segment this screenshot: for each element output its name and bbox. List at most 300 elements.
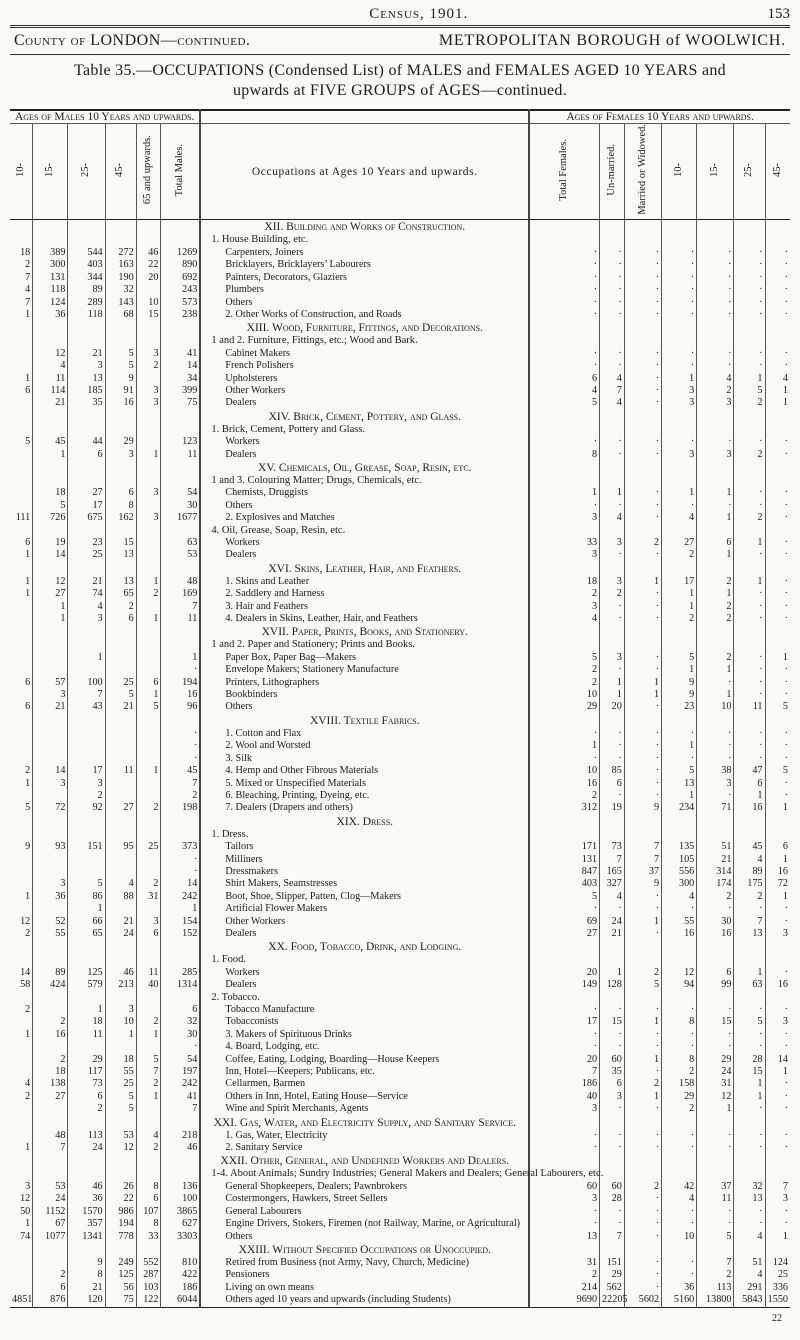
female-count-cell: 1	[765, 854, 790, 866]
male-count-cell: 7	[25, 271, 31, 283]
male-count-cell	[105, 778, 136, 790]
male-count-cell: 10	[136, 297, 161, 309]
male-count-cell: 46	[105, 967, 136, 979]
male-count-cell: 2	[25, 765, 31, 777]
total-females-cell: 13	[529, 1231, 599, 1243]
male-count-cell	[136, 790, 161, 802]
total-males-cell: 34	[161, 373, 200, 385]
female-count-cell: ·	[765, 613, 790, 625]
table-row	[10, 1078, 790, 1090]
total-males-cell: 3303	[161, 1231, 200, 1243]
male-count-cell: 122	[136, 1294, 161, 1307]
male-count-cell: 2	[33, 1269, 68, 1281]
total-females-cell: 171	[529, 841, 599, 853]
total-males-cell: 30	[161, 500, 200, 512]
male-count-cell	[136, 778, 161, 790]
occupation-label: 4. Hemp and Other Fibrous Materials	[225, 765, 379, 777]
female-count-cell: ·	[662, 297, 697, 309]
unmarried-cell: 73	[600, 841, 625, 853]
married-cell: ·	[624, 701, 661, 713]
table-row	[10, 1142, 790, 1154]
male-count-cell	[10, 397, 33, 409]
female-count-cell: ·	[662, 284, 697, 296]
male-count-cell: 11	[105, 765, 136, 777]
married-cell: ·	[624, 903, 661, 915]
occupation-label: Workers	[225, 537, 260, 548]
female-count-cell: ·	[765, 1103, 790, 1115]
total-females-cell: 2	[529, 1269, 599, 1281]
total-females-cell: 1	[529, 487, 599, 499]
female-count-cell: 11	[697, 1193, 734, 1205]
male-age-25-header: 25-	[80, 162, 92, 177]
female-count-cell: 13800	[697, 1294, 734, 1307]
female-count-cell: 135	[662, 841, 697, 853]
married-cell: 7	[624, 841, 661, 853]
male-count-cell	[10, 1269, 33, 1281]
female-count-cell: 1	[765, 652, 790, 664]
unmarried-cell: 562	[600, 1282, 625, 1294]
male-count-cell	[136, 740, 161, 752]
female-count-cell: ·	[734, 1206, 765, 1218]
total-males-cell: ·	[161, 740, 200, 752]
occupation-label: Dealers	[225, 549, 257, 561]
male-count-cell	[105, 790, 136, 802]
female-count-cell: ·	[734, 259, 765, 271]
female-count-cell: 71	[697, 802, 734, 814]
female-count-cell: ·	[662, 1041, 697, 1053]
female-count-cell: 3	[765, 1193, 790, 1205]
female-count-cell: 1	[697, 549, 734, 561]
table-row	[10, 753, 790, 765]
male-count-cell: 18	[68, 1016, 105, 1028]
male-count-cell: 24	[105, 928, 136, 940]
female-count-cell: ·	[697, 272, 734, 284]
female-count-cell: ·	[697, 753, 734, 765]
total-males-cell: ·	[161, 854, 200, 866]
male-count-cell	[105, 854, 136, 866]
male-count-cell: 46	[136, 247, 161, 259]
total-males-cell: 422	[161, 1269, 200, 1281]
male-count-cell: 5	[136, 701, 161, 713]
male-count-cell: 21	[33, 397, 68, 409]
married-cell: ·	[624, 247, 661, 259]
female-count-cell: 5	[734, 1016, 765, 1028]
total-males-cell: 96	[161, 701, 200, 713]
female-count-cell: ·	[734, 348, 765, 360]
male-count-cell	[33, 652, 68, 664]
total-males-cell: 238	[161, 309, 200, 321]
occupation-label: Bookbinders	[225, 689, 278, 701]
section-heading: XVI. Skins, Leather, Hair, and Feathers.	[268, 562, 462, 575]
table-title-line1: Table 35.—OCCUPATIONS (Condensed List) of MALES and FEMALES AGED 10 YEARS and	[74, 62, 726, 79]
female-count-cell: 2	[697, 652, 734, 664]
female-count-cell: ·	[765, 500, 790, 512]
female-count-cell: ·	[662, 436, 697, 448]
male-count-cell: 5	[105, 348, 136, 360]
section-heading-row	[10, 461, 790, 475]
male-count-cell: 21	[68, 576, 105, 588]
total-males-cell: 54	[161, 487, 200, 499]
male-count-cell	[105, 740, 136, 752]
total-females-cell: 8	[529, 449, 599, 461]
male-count-cell: 100	[68, 677, 105, 689]
male-count-cell: 4	[105, 878, 136, 890]
male-count-cell: 14	[20, 966, 31, 978]
section-heading: XVII. Paper, Prints, Books, and Stationery.	[261, 626, 468, 639]
male-count-cell: 876	[33, 1294, 68, 1307]
female-count-cell: 124	[765, 1257, 790, 1269]
male-count-cell: 778	[105, 1231, 136, 1243]
occupation-label: Coffee, Eating, Lodging, Boarding—House Keepers	[225, 1053, 440, 1065]
female-count-cell: 4	[662, 512, 697, 524]
occupation-label: 2. Saddlery and Harness	[225, 588, 325, 600]
total-males-cell: 7	[161, 778, 200, 790]
unmarried-cell: ·	[600, 740, 625, 752]
female-count-cell: 94	[662, 979, 697, 991]
unmarried-cell: ·	[600, 549, 625, 561]
male-count-cell: 3	[68, 360, 105, 372]
female-count-cell: 3	[662, 397, 697, 409]
male-count-cell: 6	[105, 613, 136, 625]
female-count-cell: 300	[662, 878, 697, 890]
female-count-cell: ·	[765, 740, 790, 752]
married-cell: ·	[624, 1218, 661, 1230]
female-count-cell: 2	[734, 449, 765, 461]
male-count-cell: 4851	[12, 1294, 33, 1306]
table-row	[10, 1193, 790, 1205]
male-count-cell: 131	[33, 272, 68, 284]
male-count-cell	[10, 728, 33, 740]
unmarried-cell: 24	[600, 916, 625, 928]
male-count-cell: 55	[105, 1066, 136, 1078]
male-count-cell: 3	[136, 487, 161, 499]
footer-mark: 22	[772, 1312, 782, 1324]
female-count-cell: 9	[662, 689, 697, 701]
male-count-cell: 185	[68, 385, 105, 397]
female-count-cell: 1	[662, 487, 697, 499]
married-cell: ·	[624, 1142, 661, 1154]
male-count-cell	[136, 436, 161, 448]
female-count-cell: 1	[662, 588, 697, 600]
unmarried-cell: ·	[600, 247, 625, 259]
married-cell: 2	[624, 1078, 661, 1090]
male-count-cell	[68, 1041, 105, 1053]
male-count-cell: 289	[68, 297, 105, 309]
female-count-cell: 16	[734, 802, 765, 814]
occupation-label: Other Workers	[225, 915, 286, 927]
male-count-cell: 36	[33, 891, 68, 903]
female-count-cell: ·	[697, 360, 734, 372]
male-count-cell: 15	[105, 537, 136, 549]
male-count-cell: 120	[68, 1294, 105, 1307]
unmarried-cell: ·	[600, 1206, 625, 1218]
male-count-cell: 6	[33, 1282, 68, 1294]
occupation-label: Others	[225, 296, 253, 308]
male-count-cell	[68, 854, 105, 866]
female-count-cell: ·	[697, 309, 734, 321]
total-females-cell: 3	[529, 512, 599, 524]
male-count-cell: 66	[68, 916, 105, 928]
table-row	[10, 928, 790, 940]
male-count-cell: 7	[68, 689, 105, 701]
male-count-cell: 6	[136, 928, 161, 940]
occupation-label: Inn, Hotel—Keepers; Publicans, etc.	[225, 1066, 375, 1078]
male-count-cell	[33, 740, 68, 752]
total-males-cell: 41	[161, 1091, 200, 1103]
married-cell: ·	[624, 1004, 661, 1016]
male-count-cell: 11	[136, 967, 161, 979]
occupation-label: Painters, Decorators, Glaziers	[225, 271, 347, 283]
occupation-label: Plumbers	[225, 284, 264, 296]
female-count-cell: 5	[662, 765, 697, 777]
total-females-cell: 847	[529, 866, 599, 878]
male-count-cell	[136, 753, 161, 765]
married-cell: ·	[624, 500, 661, 512]
occupation-label: Pensioners	[225, 1269, 270, 1281]
female-count-cell: ·	[697, 790, 734, 802]
male-count-cell: 12	[33, 348, 68, 360]
male-count-cell: 1077	[33, 1231, 68, 1243]
total-males-cell: ·	[161, 753, 200, 765]
unmarried-cell: ·	[600, 436, 625, 448]
total-males-cell: 399	[161, 385, 200, 397]
male-count-cell: 190	[105, 272, 136, 284]
table-row	[10, 397, 790, 409]
married-cell: ·	[624, 259, 661, 271]
female-count-cell: ·	[662, 1004, 697, 1016]
male-count-cell: 2	[136, 1078, 161, 1090]
female-count-cell: ·	[765, 449, 790, 461]
male-count-cell: 213	[105, 979, 136, 991]
female-count-cell: 556	[662, 866, 697, 878]
male-count-cell: 6	[105, 487, 136, 499]
male-count-cell: 10	[105, 1016, 136, 1028]
occupation-label: Others	[225, 499, 253, 511]
subsection-row	[10, 1168, 790, 1180]
male-count-cell	[136, 664, 161, 676]
occupation-label: 2. Explosives and Matches	[225, 512, 335, 524]
male-count-cell: 125	[105, 1269, 136, 1281]
total-males-cell: 6044	[161, 1294, 200, 1307]
married-cell: ·	[624, 891, 661, 903]
occupation-label: 1. Cotton and Flax	[225, 727, 302, 739]
table-row	[10, 854, 790, 866]
male-count-cell: 113	[68, 1130, 105, 1142]
female-count-cell: ·	[734, 689, 765, 701]
female-count-cell: ·	[765, 272, 790, 284]
section-heading-row	[10, 220, 790, 235]
male-count-cell: 2	[105, 601, 136, 613]
unmarried-cell: 7	[600, 854, 625, 866]
female-count-cell: 1	[662, 373, 697, 385]
total-females-cell: 60	[529, 1181, 599, 1193]
subsection-label: 1. House Building, etc.	[211, 234, 309, 246]
male-count-cell: 3	[105, 1004, 136, 1016]
total-males-cell: 123	[161, 436, 200, 448]
section-heading-row	[10, 410, 790, 424]
sub-rule	[10, 54, 790, 55]
table-row	[10, 979, 790, 991]
unmarried-cell: 327	[600, 878, 625, 890]
total-females-cell: ·	[529, 903, 599, 915]
male-count-cell: 25	[68, 549, 105, 561]
male-count-cell: 58	[20, 979, 31, 991]
unmarried-cell: ·	[600, 664, 625, 676]
female-count-cell: ·	[765, 753, 790, 765]
table-row	[10, 297, 790, 309]
female-count-cell: ·	[734, 728, 765, 740]
male-count-cell: 9	[25, 841, 31, 853]
unmarried-cell: ·	[600, 1103, 625, 1115]
male-count-cell: 91	[105, 385, 136, 397]
total-females-cell: ·	[529, 1206, 599, 1218]
female-count-cell: 234	[662, 802, 697, 814]
total-males-cell: 30	[161, 1029, 200, 1041]
female-count-cell: ·	[765, 916, 790, 928]
unmarried-cell: 3	[600, 652, 625, 664]
total-females-cell: 5	[529, 891, 599, 903]
male-count-cell: 1	[25, 1142, 31, 1154]
male-count-cell	[10, 790, 33, 802]
total-females-cell: 18	[529, 576, 599, 588]
total-females-cell: 1	[529, 740, 599, 752]
married-cell: ·	[624, 549, 661, 561]
male-count-cell	[10, 487, 33, 499]
subsection-row	[10, 525, 790, 537]
unmarried-cell: ·	[600, 613, 625, 625]
male-count-cell	[10, 1054, 33, 1066]
female-count-cell: ·	[662, 1142, 697, 1154]
female-count-cell: 32	[734, 1181, 765, 1193]
female-count-cell: 4	[734, 854, 765, 866]
occupation-label: Dressmakers	[225, 865, 278, 877]
male-count-cell: 16	[105, 397, 136, 409]
total-males-cell: ·	[161, 664, 200, 676]
female-count-cell: ·	[765, 1091, 790, 1103]
male-count-cell: 389	[33, 247, 68, 259]
married-cell: 1	[624, 1016, 661, 1028]
male-count-cell: 138	[33, 1078, 68, 1090]
occupation-label: Dealers	[225, 927, 257, 939]
male-count-cell: 48	[33, 1130, 68, 1142]
male-count-cell: 14	[33, 549, 68, 561]
female-count-cell: ·	[662, 1257, 697, 1269]
male-count-cell: 124	[33, 297, 68, 309]
married-cell: ·	[624, 588, 661, 600]
male-count-cell: 2	[136, 360, 161, 372]
table-row	[10, 765, 790, 777]
female-count-cell: 1	[734, 576, 765, 588]
table-row	[10, 613, 790, 625]
male-count-cell: 7	[25, 296, 31, 308]
female-count-cell: 30	[697, 916, 734, 928]
total-females-cell: 10	[529, 765, 599, 777]
female-count-cell: 1	[765, 397, 790, 409]
female-count-cell: ·	[697, 348, 734, 360]
unmarried-cell: 3	[600, 576, 625, 588]
male-count-cell: 46	[68, 1181, 105, 1193]
female-count-cell: 16	[765, 979, 790, 991]
occupation-label: 2. Wool and Worsted	[225, 740, 311, 752]
occupation-label: Shirt Makers, Seamstresses	[225, 878, 338, 890]
subsection-label: 4. Oil, Grease, Soap, Resin, etc.	[211, 524, 346, 536]
female-count-cell: 3	[662, 449, 697, 461]
subsection-label: 1 and 2. Paper and Stationery; Prints and Books.	[211, 639, 415, 651]
subsection-row	[10, 234, 790, 246]
married-cell: ·	[624, 348, 661, 360]
unmarried-cell: 35	[600, 1066, 625, 1078]
male-count-cell: 14	[33, 765, 68, 777]
female-count-cell: 36	[662, 1282, 697, 1294]
male-count-cell: 424	[33, 979, 68, 991]
female-count-cell: 89	[734, 866, 765, 878]
table-title-line2: upwards at FIVE GROUPS of AGES—continued.	[232, 82, 568, 99]
male-count-cell	[105, 903, 136, 915]
male-count-cell: 403	[68, 259, 105, 271]
male-count-cell	[136, 1041, 161, 1053]
male-count-cell: 8	[105, 500, 136, 512]
total-males-cell: 45	[161, 765, 200, 777]
total-males-cell: 154	[161, 916, 200, 928]
male-count-cell	[136, 500, 161, 512]
male-count-cell: 95	[105, 841, 136, 853]
male-count-cell: 2	[136, 1142, 161, 1154]
male-count-cell	[136, 537, 161, 549]
female-count-cell: 4	[734, 1231, 765, 1243]
male-count-cell: 20	[136, 272, 161, 284]
male-count-cell: 3	[68, 778, 105, 790]
male-count-cell	[10, 903, 33, 915]
female-count-cell: 336	[765, 1282, 790, 1294]
total-females-cell: 6	[529, 373, 599, 385]
occupation-label: Costermongers, Hawkers, Street Sellers	[225, 1193, 388, 1205]
male-count-cell: 13	[105, 549, 136, 561]
total-females-cell: 27	[529, 928, 599, 940]
total-females-cell: 2	[529, 677, 599, 689]
male-count-cell: 2	[136, 878, 161, 890]
total-females-cell: 149	[529, 979, 599, 991]
male-count-cell: 2	[136, 1016, 161, 1028]
male-count-cell: 114	[33, 385, 68, 397]
male-age-15-header: 15-	[44, 162, 56, 177]
male-count-cell: 2	[136, 588, 161, 600]
occupation-label: 4. Board, Lodging, etc.	[225, 1041, 320, 1053]
female-count-cell: 1	[734, 1078, 765, 1090]
total-females-cell: ·	[529, 259, 599, 271]
males-group-header: Ages of Males 10 Years and upwards.	[10, 110, 200, 124]
male-count-cell: 3	[136, 385, 161, 397]
female-count-cell: ·	[697, 436, 734, 448]
unmarried-cell: ·	[600, 449, 625, 461]
female-count-cell: ·	[697, 297, 734, 309]
male-count-cell: 65	[105, 588, 136, 600]
male-count-cell: 5	[136, 1054, 161, 1066]
male-count-cell: 6	[68, 449, 105, 461]
female-count-cell: ·	[662, 272, 697, 284]
subsection-label: 1. Dress.	[211, 828, 249, 840]
male-count-cell: 125	[68, 967, 105, 979]
female-count-cell: ·	[765, 677, 790, 689]
male-count-cell: 986	[105, 1206, 136, 1218]
table-row	[10, 385, 790, 397]
subheading	[14, 32, 786, 50]
female-count-cell: ·	[765, 903, 790, 915]
unmarried-cell: 1	[600, 487, 625, 499]
total-males-cell: 46	[161, 1142, 200, 1154]
male-count-cell: 2	[33, 1016, 68, 1028]
occupation-label: Others	[225, 701, 253, 713]
table-row	[10, 878, 790, 890]
